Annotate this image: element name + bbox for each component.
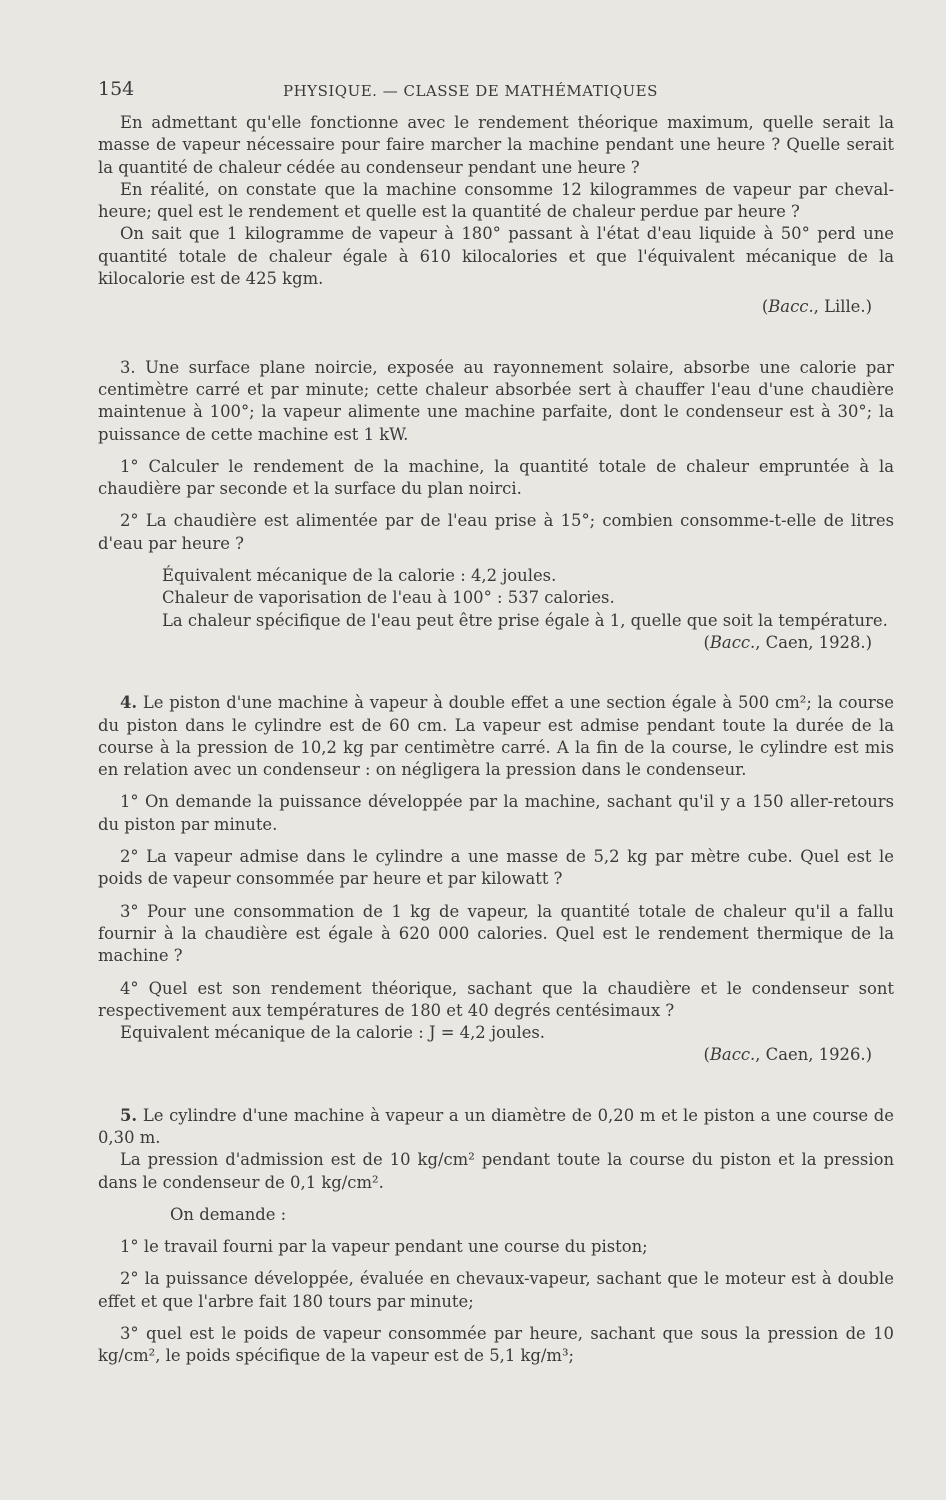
ex2-paragraph-2: En réalité, on constate que la machine consomme 12 kilogrammes de vapeur par cheval-heure; quel est le rendement et quelle est la quantité de chaleur perdue par heure ?: [98, 179, 894, 222]
ex3-source: (Bacc., Caen, 1928.): [703, 632, 872, 652]
ex4-equivalence: Equivalent mécanique de la calorie : J = 4,2 joules.: [120, 1023, 546, 1043]
ex4-statement: [98, 692, 894, 781]
ex5-pressure: La pression d'admission est de 10 kg/cm² pendant toute la course du piston et la pression dans le condenseur de 0,1 kg/cm².: [98, 1150, 894, 1192]
ex4-statement-text: Le piston d'une machine à vapeur à double effet a une section égale à 500 cm²; la course du piston dans le cylindre est de 60 cm. La vapeur est admise pendant toute la durée de la course à la pression de 10,2 kg par centimètre carré. A la fin de la course, le cylindre est mis en relation avec un condenseur : on négligera la pression dans le condenseur.: [98, 693, 894, 780]
ex3-datum-2: Chaleur de vaporisation de l'eau à 100° : 537 calories.: [162, 588, 615, 608]
ex4-question-4: 4° Quel est son rendement théorique, sachant que la chaudière et le condenseur sont respectivement aux températures de 180 et 40 degrés centésimaux ?: [98, 978, 894, 1020]
ex2-source-ref: Bacc.: [768, 297, 814, 317]
ex4-number: 4.: [120, 693, 138, 713]
ex4-source-ref: Bacc.: [709, 1045, 756, 1065]
ex2-paragraph-1: En admettant qu'elle fonctionne avec le rendement théorique maximum, quelle serait la masse de vapeur nécessaire pour faire marcher la machine pendant une heure ? Quelle serait la quantité de chaleur cédée au condenseur pendant une heure ?: [98, 113, 894, 177]
ex5-number: 5.: [120, 1105, 138, 1125]
exercise-4: [98, 692, 894, 1066]
ex3-source-rest: , Caen, 1928.): [755, 632, 872, 652]
ex5-statement: [98, 1105, 894, 1150]
ex4-question-1: 1° On demande la puissance développée par la machine, sachant qu'il y a 150 aller-retours du piston par minute.: [98, 792, 894, 834]
ex3-datum-3: La chaleur spécifique de l'eau peut être prise égale à 1, quelle que soit la température.: [162, 610, 888, 630]
ex3-question-2: 2° La chaudière est alimentée par de l'eau prise à 15°; combien consomme-t-elle de litres d'eau par heure ?: [98, 511, 894, 553]
exercise-3: [98, 357, 894, 655]
ex3-question-1: 1° Calculer le rendement de la machine, la quantité totale de chaleur empruntée à la chaudière par seconde et la surface du plan noirci.: [98, 456, 894, 499]
ex3-source-ref: Bacc.: [709, 632, 756, 652]
ex4-question-2: 2° La vapeur admise dans le cylindre a une masse de 5,2 kg par mètre cube. Quel est le poids de vapeur consommée par heure et par kilowatt ?: [98, 847, 894, 889]
ex2-source: (Bacc., Lille.): [761, 297, 872, 317]
ex5-question-2: 2° la puissance développée, évaluée en chevaux-vapeur, sachant que le moteur est à double effet et que l'arbre fait 180 tours par minute;: [98, 1269, 894, 1311]
ex5-statement-text: Le cylindre d'une machine à vapeur a un diamètre de 0,20 m et le piston a une course de 0,30 m.: [98, 1105, 894, 1147]
ex2-paragraph-3: On sait que 1 kilogramme de vapeur à 180° passant à l'état d'eau liquide à 50° perd une quantité totale de chaleur égale à 610 kilocalories et que l'équivalent mécanique de la kilocalorie est de 425 kgm.: [98, 224, 894, 289]
ex4-question-3: 3° Pour une consommation de 1 kg de vapeur, la quantité totale de chaleur qu'il a fallu fournir à la chaudière est égale à 620 000 calories. Quel est le rendement thermique de la machine ?: [98, 901, 894, 966]
page-number: 154: [98, 78, 135, 100]
ex5-question-1: 1° le travail fourni par la vapeur pendant une course du piston;: [120, 1237, 648, 1257]
running-title: PHYSIQUE. — CLASSE DE MATHÉMATIQUES: [283, 82, 658, 100]
ex2-source-rest: , Lille.): [813, 297, 872, 317]
ex4-source-rest: , Caen, 1926.): [755, 1045, 872, 1065]
ex3-datum-1: Équivalent mécanique de la calorie : 4,2 joules.: [162, 566, 557, 586]
running-header: [98, 78, 894, 112]
exercise-2-continuation: [98, 112, 894, 319]
ex5-ask: On demande :: [170, 1204, 287, 1224]
exercise-5: [98, 1105, 894, 1368]
ex5-question-3: 3° quel est le poids de vapeur consommée par heure, sachant que sous la pression de 10 kg/cm², le poids spécifique de la vapeur est de 5,1 kg/m³;: [98, 1324, 894, 1366]
ex4-source: (Bacc., Caen, 1926.): [703, 1045, 872, 1065]
ex3-statement: 3. Une surface plane noircie, exposée au rayonnement solaire, absorbe une calorie par centimètre carré et par minute; cette chaleur absorbée sert à chauffer l'eau d'une chaudière maintenue à 100°; la vapeur alimente une machine parfaite, dont le condenseur est à 30°; la puissance de cette machine est 1 kW.: [98, 357, 894, 444]
